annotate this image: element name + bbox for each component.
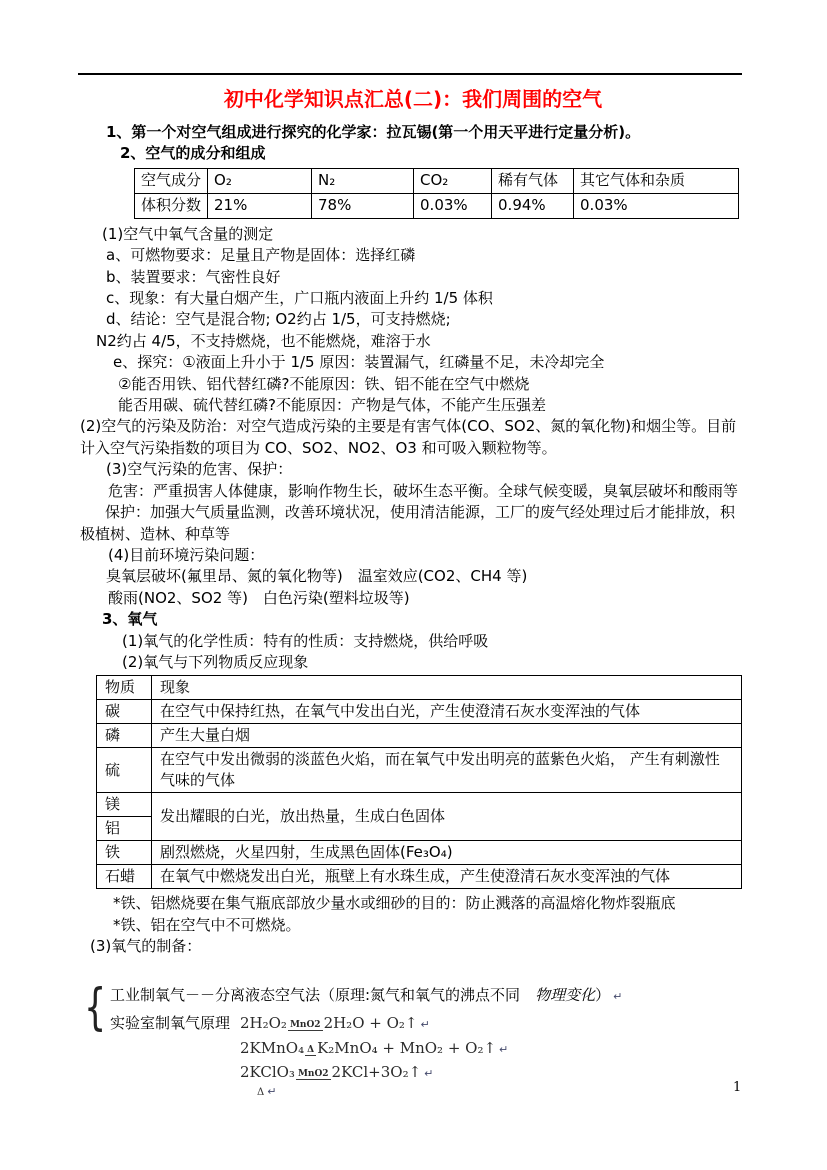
point-d-line: d、结论：空气是混合物; O2约占 1/5，可支持燃烧; [106,310,451,329]
return-mark-icon: ↵ [424,1066,434,1080]
page-title: 初中化学知识点汇总(二)：我们周围的空气 [223,87,603,111]
substance-cell: 铝 [97,817,152,841]
oxygen-reactions-line: (2)氧气与下列物质反应现象 [122,652,309,671]
phenomenon-cell: 产生大量白烟 [152,724,742,748]
heading-1: 1、第一个对空气组成进行探究的化学家：拉瓦锡(第一个用天平进行定量分析)。 [106,123,641,141]
env-line-2: 酸雨(NO2、SO2 等) 白色污染(塑料垃圾等) [108,588,410,607]
heading-3: 3、氧气 [102,610,158,629]
page-number: 1 [733,1080,742,1095]
lab-method-line [110,1011,746,1037]
air-table-header-row [135,168,739,193]
chemical-equation-2 [240,1037,746,1061]
chemical-equation-3 [240,1061,746,1085]
phenomenon-cell: 在空气中发出微弱的淡蓝色火焰，而在氧气中发出明亮的蓝紫色火焰， 产生有刺激性气味的气体 [152,748,742,793]
point-a-line: a、可燃物要求：足量且产物是固体：选择红磷 [106,246,416,265]
table-row-paraffin [97,865,742,889]
substance-cell: 铁 [97,841,152,865]
return-mark-icon: ↵ [267,1084,277,1098]
equation-rhs: 2KCl+3O₂↑ [331,1062,422,1081]
note-line-2: *铁、铝在空气中不可燃烧。 [113,915,301,934]
return-mark-icon: ↵ [420,1017,430,1031]
point-e3-line: 能否用碳、硫代替红磷?不能原因：产物是气体，不能产生压强差 [118,396,546,415]
point-e-line: e、探究：①液面上升小于 1/5 原因：装置漏气，红磷量不足，未冷却完全 [113,353,605,372]
substance-header-cell: 物质 [97,676,152,700]
point-c-line: c、现象：有大量白烟产生，广口瓶内液面上升约 1/5 体积 [106,289,493,308]
point-e2-line: ②能否用铁、铝代替红磷?不能原因：铁、铝不能在空气中燃烧 [118,374,530,393]
air-value-cell: 体积分数 [135,193,208,218]
air-header-cell: 其它气体和杂质 [574,168,739,193]
industrial-method-line [110,984,746,1008]
env-problems-heading: (4)目前环境污染问题： [108,545,265,564]
table-row-sulfur [97,748,742,793]
equation-lhs: 2H₂O₂ [240,1013,287,1032]
phenomenon-cell: 在空气中保持红热，在氧气中发出白光，产生使澄清石灰水变浑浊的气体 [152,700,742,724]
sub-condition [257,1085,746,1100]
industrial-method-close: ） [595,985,611,1004]
table-row-phosphorus [97,724,742,748]
air-header-cell: 稀有气体 [492,168,574,193]
phenomenon-cell: 在氧气中燃烧发出白光，瓶壁上有水珠生成，产生使澄清石灰水变浑浊的气体 [152,865,742,889]
harm-line: 危害：严重损害人体健康，影响作物生长，破坏生态平衡。全球气候变暖，臭氧层破坏和酸雨等 [108,481,739,500]
table-row-iron [97,841,742,865]
env-line-1: 臭氧层破坏(氟里昂、氮的氧化物等) 温室效应(CO2、CH4 等) [106,567,528,586]
equation-lhs: 2KMnO₄ [240,1038,305,1057]
air-value-cell: 0.03% [574,193,739,218]
protect-paragraph: 保护：加强大气质量监测，改善环境状况，使用清洁能源，工厂的废气经处理过后才能排放，积极植树、造林、种草等 [80,503,736,543]
return-mark-icon: ↵ [499,1042,509,1056]
physical-change-label: 物理变化 [535,985,596,1004]
preparation-block [84,977,746,1100]
header-rule [78,73,742,75]
reaction-condition: MnO2 [289,1019,321,1030]
air-value-cell: 78% [312,193,414,218]
air-value-cell: 21% [208,193,312,218]
air-header-cell: N₂ [312,168,414,193]
substance-cell: 碳 [97,700,152,724]
phenomenon-cell-merged: 发出耀眼的白光，放出热量，生成白色固体 [152,793,742,841]
table-row-carbon [97,700,742,724]
air-composition-table [134,168,739,219]
point-b-line: b、装置要求：气密性良好 [106,267,281,286]
reaction-condition: Δ [307,1044,315,1055]
substance-cell: 磷 [97,724,152,748]
industrial-method-text: 工业制氧气－－分离液态空气法（原理:氮气和氧气的沸点不同 [110,985,536,1004]
equation-lhs: 2KClO₃ [240,1062,295,1081]
oxygen-reaction-table [96,675,742,889]
oxygen-table-header-row [97,676,742,700]
substance-cell: 石蜡 [97,865,152,889]
nitrogen-note-line: N2约占 4/5，不支持燃烧，也不能燃烧，难溶于水 [96,331,431,350]
heading-2: 2、空气的成分和组成 [120,144,266,163]
reaction-condition: MnO2 [297,1068,329,1079]
air-table-value-row [135,193,739,218]
brace-icon: { [84,977,107,1036]
air-header-cell: CO₂ [414,168,492,193]
phenomenon-header-cell: 现象 [152,676,742,700]
equation-rhs: K₂MnO₄ + MnO₂ + O₂↑ [317,1038,497,1057]
chemical-equation-1 [240,1011,430,1037]
lab-method-label: 实验室制氧气原理 [110,1013,231,1032]
preparation-lines [110,984,746,1100]
air-value-cell: 0.94% [492,193,574,218]
return-mark-icon: ↵ [613,989,623,1003]
phenomenon-cell: 剧烈燃烧，火星四射，生成黑色固体(Fe₃O₄) [152,841,742,865]
note-line-1: *铁、铝燃烧要在集气瓶底部放少量水或细砂的目的：防止溅落的高温熔化物炸裂瓶底 [113,894,676,913]
harm-heading-line: (3)空气污染的危害、保护： [106,460,293,479]
preparation-heading: (3)氧气的制备： [90,937,202,956]
measure-intro-line: (1)空气中氧气含量的测定 [102,224,274,243]
substance-cell: 硫 [97,748,152,793]
pollution-paragraph: (2)空气的污染及防治：对空气造成污染的主要是有害气体(CO、SO2、氮的氧化物)和烟尘等。目前计入空气污染指数的项目为 CO、SO2、NO2、O3 和可吸入颗粒物等。 [80,417,737,457]
air-value-cell: 0.03% [414,193,492,218]
air-header-cell: O₂ [208,168,312,193]
air-header-cell: 空气成分 [135,168,208,193]
document-content [80,86,746,1100]
equation-rhs: 2H₂O + O₂↑ [323,1013,418,1032]
delta-symbol: Δ [257,1086,265,1098]
table-row-magnesium [97,793,742,817]
oxygen-properties-line: (1)氧气的化学性质：特有的性质：支持燃烧，供给呼吸 [122,631,489,650]
substance-cell: 镁 [97,793,152,817]
